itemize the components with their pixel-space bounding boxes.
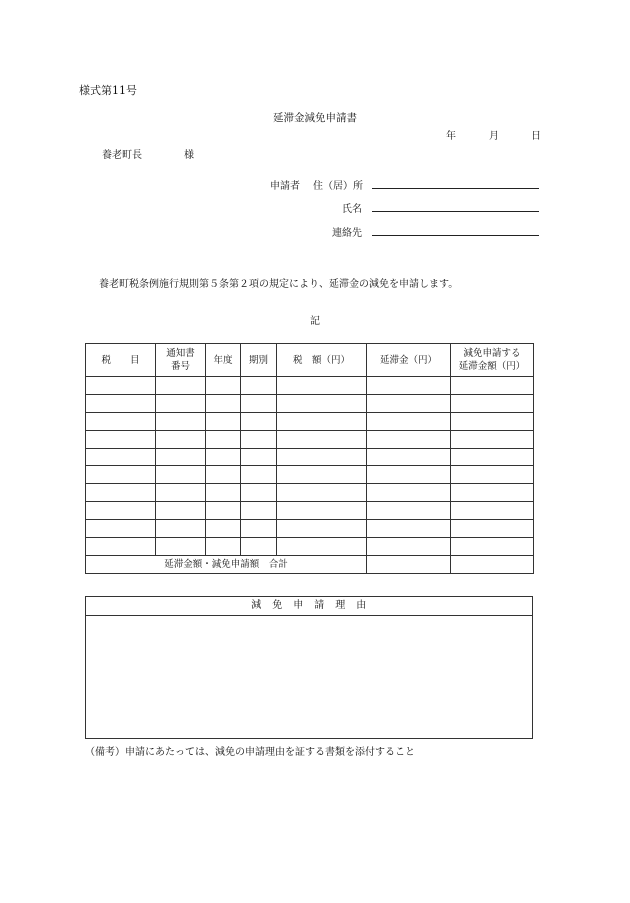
header-delinquency-charge: 延滞金（円）: [367, 344, 451, 377]
applicant-label: 申請者: [270, 181, 300, 192]
table-cell[interactable]: [367, 520, 451, 538]
table-cell[interactable]: [451, 394, 534, 412]
reduction-reason-field[interactable]: [86, 616, 532, 740]
table-header-row: [86, 344, 534, 377]
table-cell[interactable]: [86, 377, 156, 395]
table-cell[interactable]: [451, 502, 534, 520]
table-cell[interactable]: [367, 394, 451, 412]
table-cell[interactable]: [241, 448, 277, 466]
table-cell[interactable]: [206, 538, 241, 556]
table-cell[interactable]: [86, 394, 156, 412]
table-cell[interactable]: [241, 412, 277, 430]
table-cell[interactable]: [451, 484, 534, 502]
table-cell[interactable]: [451, 430, 534, 448]
table-cell[interactable]: [367, 466, 451, 484]
table-row: [86, 502, 534, 520]
date-day-label: 日: [531, 131, 541, 142]
table-cell[interactable]: [86, 484, 156, 502]
header-period: 期別: [241, 344, 277, 377]
application-statement: 養老町税条例施行規則第５条第２項の規定により、延滞金の減免を申請します。: [99, 279, 459, 290]
table-row: [86, 484, 534, 502]
table-cell[interactable]: [86, 502, 156, 520]
table-cell[interactable]: [206, 502, 241, 520]
table-cell[interactable]: [206, 466, 241, 484]
table-cell[interactable]: [86, 412, 156, 430]
document-title: 延滞金減免申請書: [273, 112, 357, 124]
table-cell[interactable]: [367, 430, 451, 448]
table-cell[interactable]: [277, 394, 367, 412]
table-total-row: [86, 555, 534, 573]
table-cell[interactable]: [367, 448, 451, 466]
table-cell[interactable]: [206, 520, 241, 538]
table-cell[interactable]: [241, 377, 277, 395]
table-row: [86, 412, 534, 430]
table-cell[interactable]: [156, 394, 206, 412]
table-cell[interactable]: [86, 466, 156, 484]
table-cell[interactable]: [86, 448, 156, 466]
table-cell[interactable]: [241, 502, 277, 520]
table-cell[interactable]: [156, 520, 206, 538]
table-cell[interactable]: [277, 520, 367, 538]
contact-field[interactable]: [372, 235, 539, 236]
addressee-honorific: 様: [184, 150, 194, 161]
table-cell[interactable]: [241, 466, 277, 484]
table-cell[interactable]: [451, 520, 534, 538]
table-row: [86, 466, 534, 484]
table-cell[interactable]: [277, 412, 367, 430]
reduction-reason-box: [85, 596, 533, 739]
table-cell[interactable]: [277, 430, 367, 448]
header-fiscal-year: 年度: [206, 344, 241, 377]
date-month-label: 月: [489, 131, 499, 142]
table-cell[interactable]: [367, 484, 451, 502]
table-cell[interactable]: [277, 502, 367, 520]
table-cell[interactable]: [451, 448, 534, 466]
table-cell[interactable]: [206, 484, 241, 502]
table-cell[interactable]: [206, 430, 241, 448]
table-cell[interactable]: [156, 484, 206, 502]
table-cell[interactable]: [206, 448, 241, 466]
reduction-reason-heading: 減 免 申 請 理 由: [86, 597, 532, 616]
table-cell[interactable]: [451, 538, 534, 556]
table-cell[interactable]: [367, 412, 451, 430]
table-cell[interactable]: [241, 394, 277, 412]
table-cell[interactable]: [241, 484, 277, 502]
table-cell[interactable]: [367, 377, 451, 395]
table-row: [86, 377, 534, 395]
table-cell[interactable]: [156, 502, 206, 520]
total-reduction-cell[interactable]: [451, 555, 534, 573]
table-row: [86, 538, 534, 556]
total-delinquency-cell[interactable]: [367, 555, 451, 573]
table-cell[interactable]: [277, 484, 367, 502]
table-cell[interactable]: [277, 448, 367, 466]
table-cell[interactable]: [156, 466, 206, 484]
table-cell[interactable]: [156, 412, 206, 430]
table-cell[interactable]: [156, 448, 206, 466]
address-field[interactable]: [372, 188, 539, 189]
table-cell[interactable]: [451, 377, 534, 395]
remarks-note: （備考）申請にあたっては、減免の申請理由を証する書類を添付すること: [85, 747, 415, 758]
form-number: 様式第11号: [79, 84, 137, 97]
tax-table: [85, 343, 534, 574]
table-cell[interactable]: [451, 412, 534, 430]
table-row: [86, 394, 534, 412]
table-cell[interactable]: [241, 538, 277, 556]
table-cell[interactable]: [156, 377, 206, 395]
addressee-name: 養老町長: [102, 150, 142, 161]
date-year-label: 年: [446, 131, 456, 142]
table-cell[interactable]: [156, 538, 206, 556]
contact-label: 連絡先: [332, 228, 362, 239]
table-cell[interactable]: [367, 538, 451, 556]
table-cell[interactable]: [86, 520, 156, 538]
name-field[interactable]: [372, 211, 539, 212]
table-cell[interactable]: [367, 502, 451, 520]
table-cell[interactable]: [277, 377, 367, 395]
name-label: 氏名: [342, 204, 362, 215]
header-reduction-amount: 減免申請する 延滞金額（円）: [451, 344, 534, 377]
table-cell[interactable]: [277, 538, 367, 556]
total-label: 延滞金額・減免申請額 合計: [86, 555, 367, 573]
table-row: [86, 520, 534, 538]
table-row: [86, 430, 534, 448]
address-label: 住（居）所: [313, 181, 363, 192]
table-row: [86, 448, 534, 466]
table-cell[interactable]: [241, 520, 277, 538]
table-cell[interactable]: [241, 430, 277, 448]
header-notice-number: 通知書 番号: [156, 344, 206, 377]
ki-heading: 記: [310, 316, 320, 327]
table-cell[interactable]: [206, 377, 241, 395]
table-cell[interactable]: [206, 394, 241, 412]
table-cell[interactable]: [206, 412, 241, 430]
table-cell[interactable]: [86, 538, 156, 556]
header-tax-item: 税 目: [86, 344, 156, 377]
table-cell[interactable]: [277, 466, 367, 484]
table-cell[interactable]: [156, 430, 206, 448]
table-cell[interactable]: [86, 430, 156, 448]
header-tax-amount: 税 額（円）: [277, 344, 367, 377]
table-cell[interactable]: [451, 466, 534, 484]
